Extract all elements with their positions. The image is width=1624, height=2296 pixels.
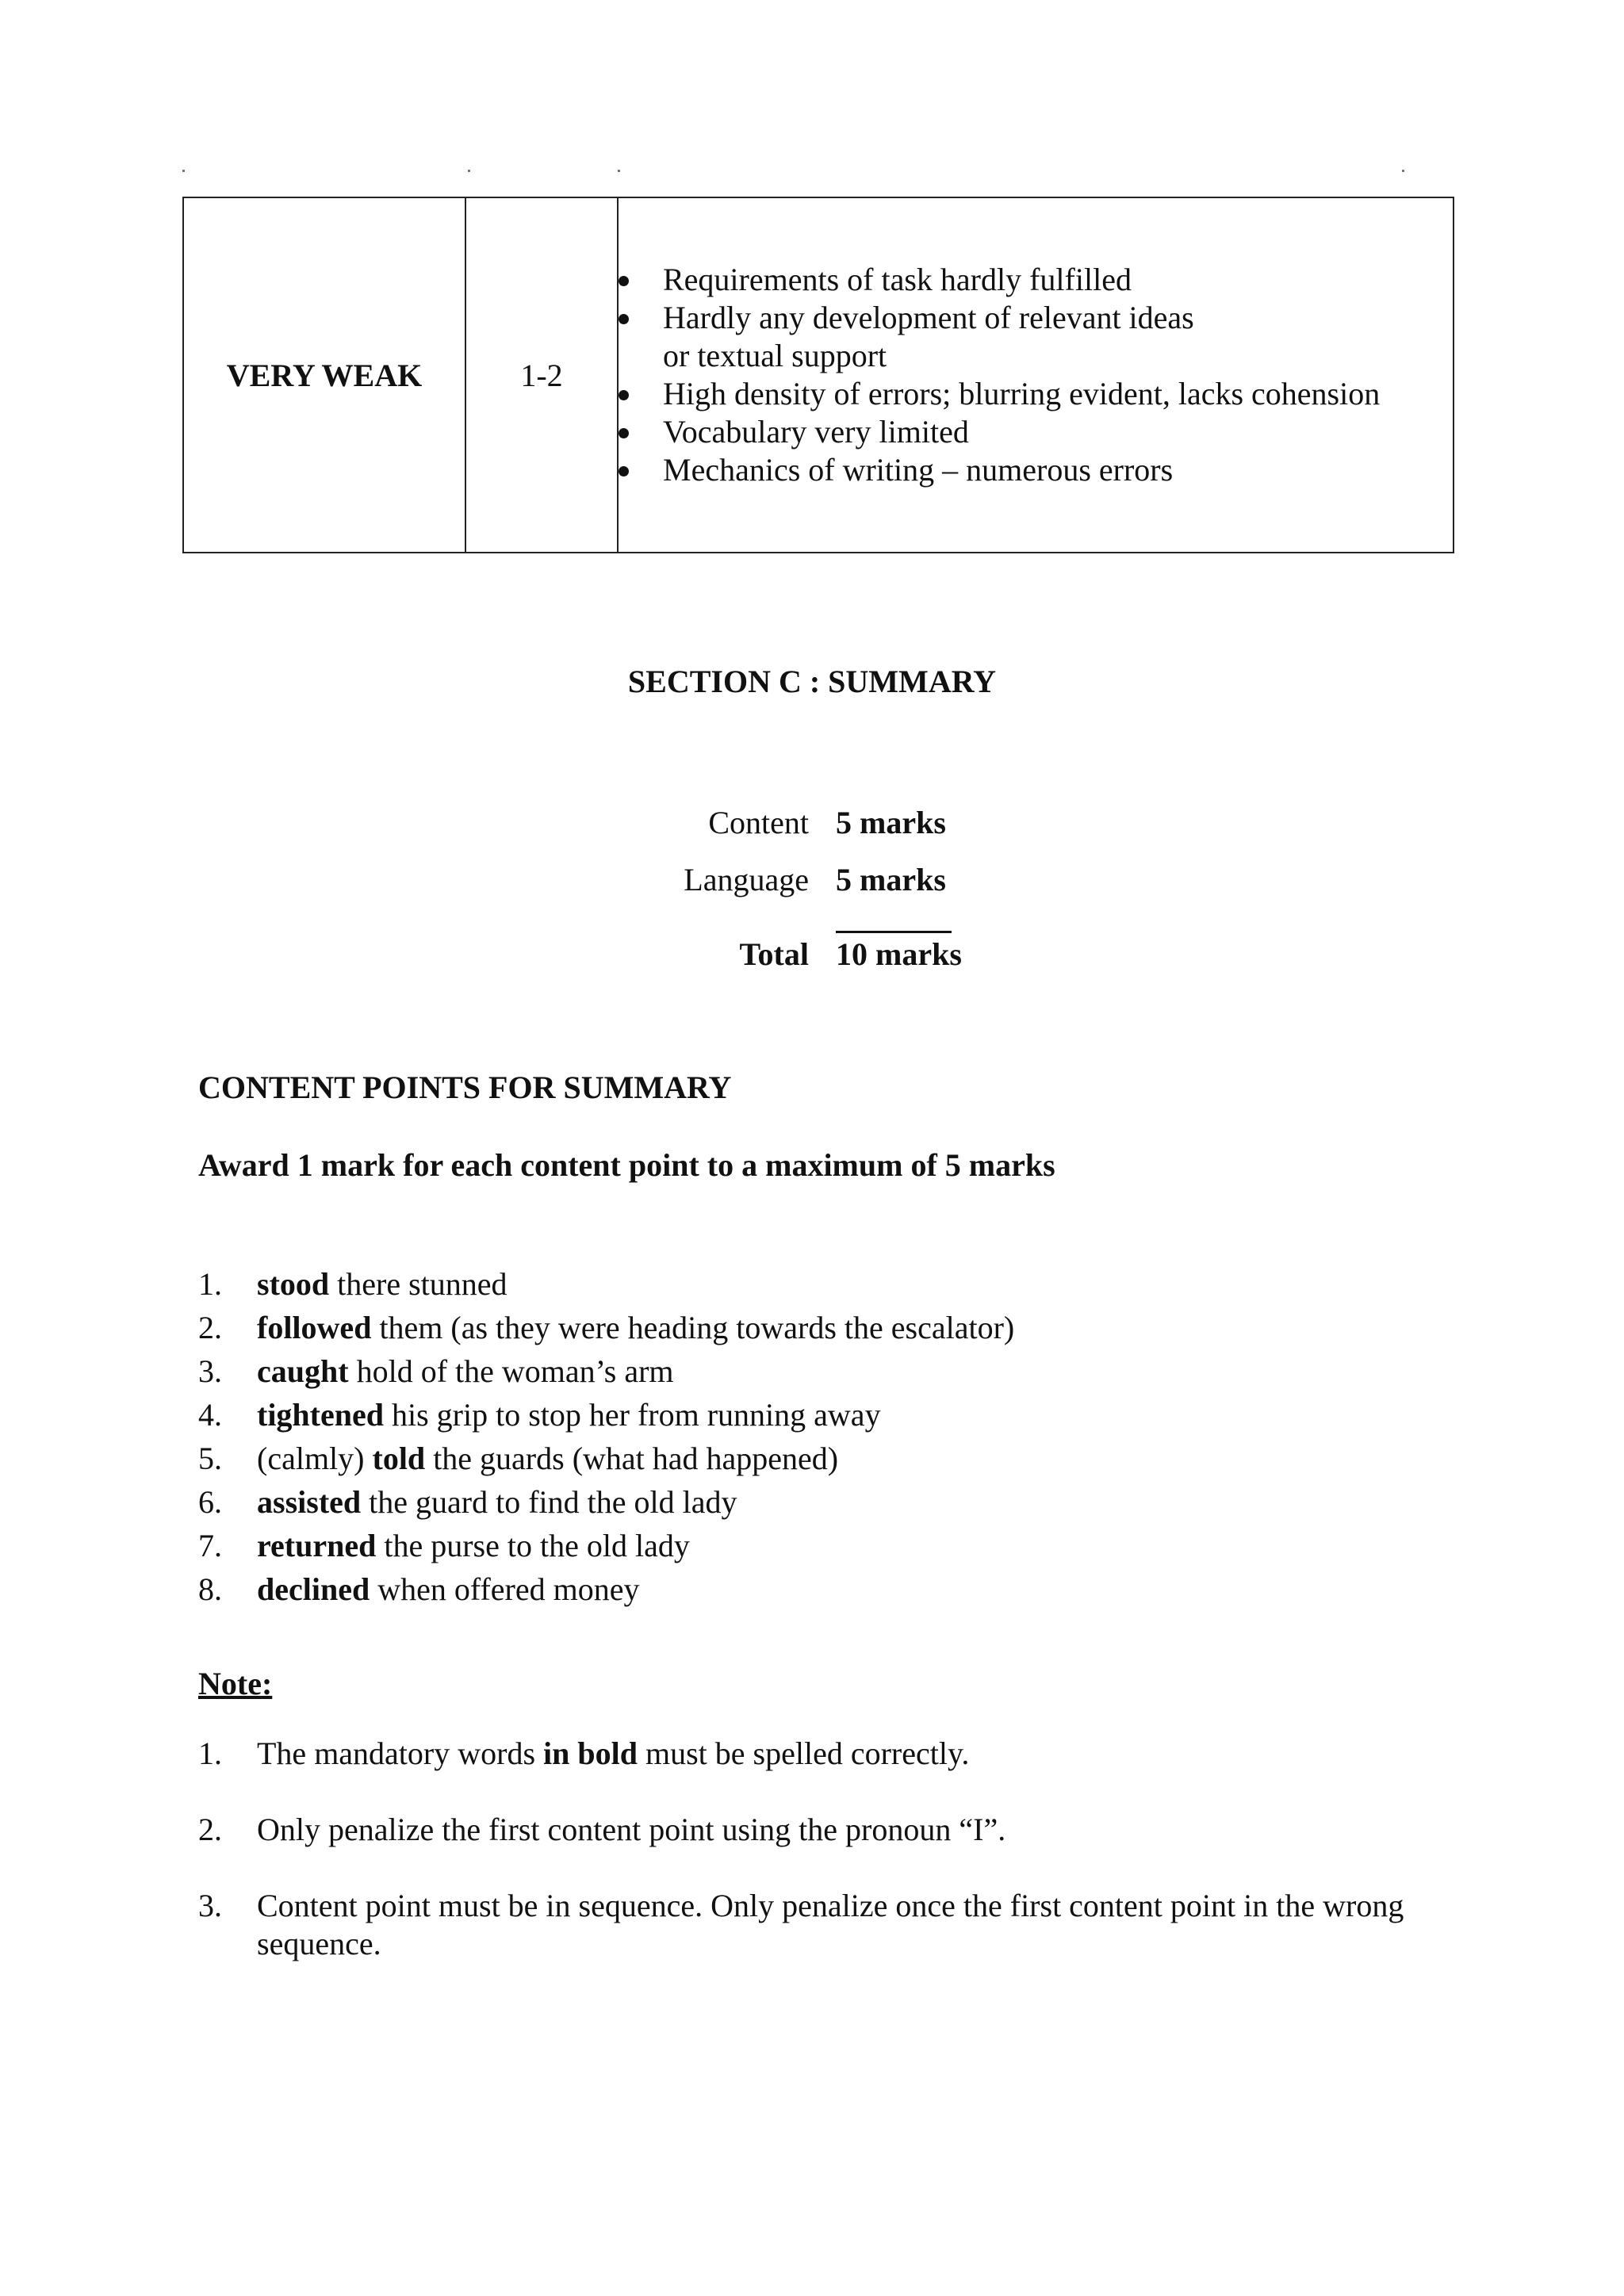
content-point: 3. caught hold of the woman’s arm <box>198 1353 674 1389</box>
descriptor-item: Requirements of task hardly fulfilled <box>619 261 1453 299</box>
band-descriptors <box>618 197 1454 553</box>
note-title: Note: <box>198 1666 273 1701</box>
scan-mark <box>182 170 185 172</box>
rubric-row <box>183 197 1454 553</box>
content-point: 1. stood there stunned <box>198 1266 508 1302</box>
scan-mark <box>1402 170 1404 172</box>
content-marks-value: 5 marks <box>836 805 946 840</box>
scan-mark <box>618 170 620 172</box>
section-title: SECTION C : SUMMARY <box>627 664 997 699</box>
total-marks-value: 10 marks <box>836 936 962 972</box>
rubric-table <box>182 197 1454 553</box>
content-point: 2. followed them (as they were heading towards the escalator) <box>198 1310 1015 1345</box>
scan-mark <box>468 170 470 172</box>
descriptor-item: Vocabulary very limited <box>619 413 1453 451</box>
descriptor-item: High density of errors; blurring evident, lacks cohension <box>619 375 1453 413</box>
descriptor-item: Mechanics of writing – numerous errors <box>619 451 1453 489</box>
total-marks-label: Total <box>739 936 809 972</box>
total-rule <box>836 931 952 933</box>
content-point: 8. declined when offered money <box>198 1571 640 1607</box>
band-label: VERY WEAK <box>183 197 465 553</box>
content-points-list <box>198 1262 1014 1611</box>
language-marks-value: 5 marks <box>836 862 946 897</box>
descriptor-item: Hardly any development of relevant ideas or textual support <box>619 299 1453 375</box>
language-marks-label: Language <box>684 862 809 897</box>
content-marks-label: Content <box>708 805 809 840</box>
content-point: 7. returned the purse to the old lady <box>198 1528 690 1563</box>
content-heading: CONTENT POINTS FOR SUMMARY <box>198 1070 732 1105</box>
content-point: 5. (calmly) told the guards (what had happened) <box>198 1441 839 1476</box>
content-point: 4. tightened his grip to stop her from running away <box>198 1397 881 1433</box>
band-marks: 1-2 <box>465 197 618 553</box>
content-point: 6. assisted the guard to find the old lady <box>198 1484 737 1520</box>
award-instruction: Award 1 mark for each content point to a maximum of 5 marks <box>198 1147 1055 1183</box>
